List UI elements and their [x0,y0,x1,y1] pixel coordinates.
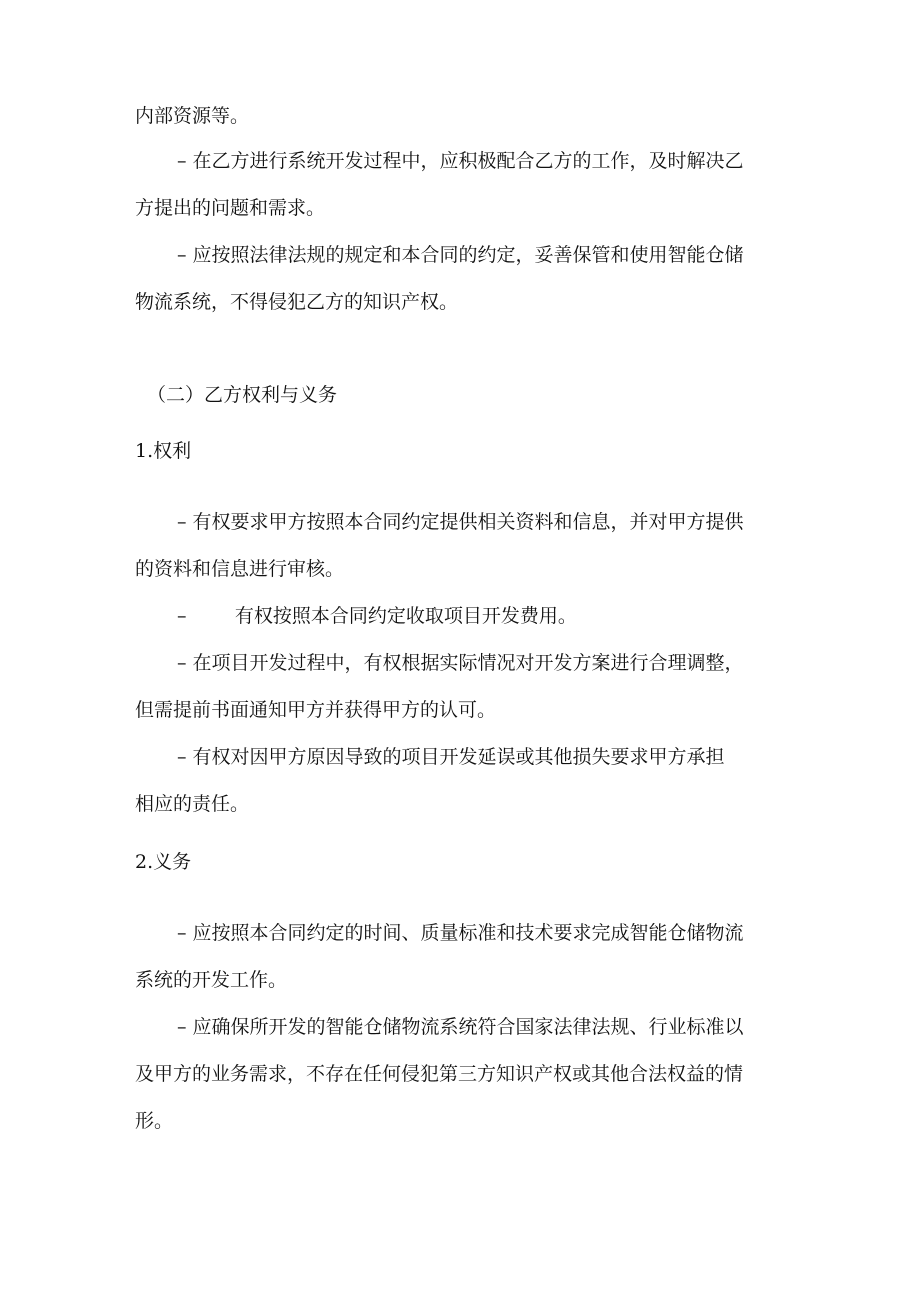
list-item-line: – 在项目开发过程中，有权根据实际情况对开发方案进行合理调整， [177,652,744,674]
list-item-line: – 在乙方进行系统开发过程中，应积极配合乙方的工作，及时解决乙 [177,150,744,172]
list-item-line: 物流系统，不得侵犯乙方的知识产权。 [135,291,459,313]
list-item-line: 的资料和信息进行审核。 [135,558,345,580]
subsection-heading: 1.权利 [135,440,192,462]
list-item-line: 方提出的问题和需求。 [135,197,326,219]
list-item-line: 相应的责任。 [135,793,250,815]
list-item-line: – 应按照法律法规的规定和本合同的约定，妥善保管和使用智能仓储 [177,244,744,266]
list-item-line: 系统的开发工作。 [135,969,288,991]
section-heading: （二）乙方权利与义务 [147,384,338,406]
list-item-line: – 有权要求甲方按照本合同约定提供相关资料和信息，并对甲方提供 [177,511,744,533]
list-item-line: 形。 [135,1110,174,1132]
list-item-line: – 应确保所开发的智能仓储物流系统符合国家法律法规、行业标准以 [177,1016,744,1038]
list-item-line: 及甲方的业务需求，不存在任何侵犯第三方知识产权或其他合法权益的情 [135,1063,744,1085]
paragraph-line: 内部资源等。 [135,105,250,127]
subsection-heading: 2.义务 [135,851,192,873]
list-item-line: – 应按照本合同约定的时间、质量标准和技术要求完成智能仓储物流 [177,922,744,944]
list-item-line: – 有权对因甲方原因导致的项目开发延误或其他损失要求甲方承担 [177,746,725,768]
list-item-line: 但需提前书面通知甲方并获得甲方的认可。 [135,699,497,721]
list-item-line: – 有权按照本合同约定收取项目开发费用。 [177,605,577,627]
